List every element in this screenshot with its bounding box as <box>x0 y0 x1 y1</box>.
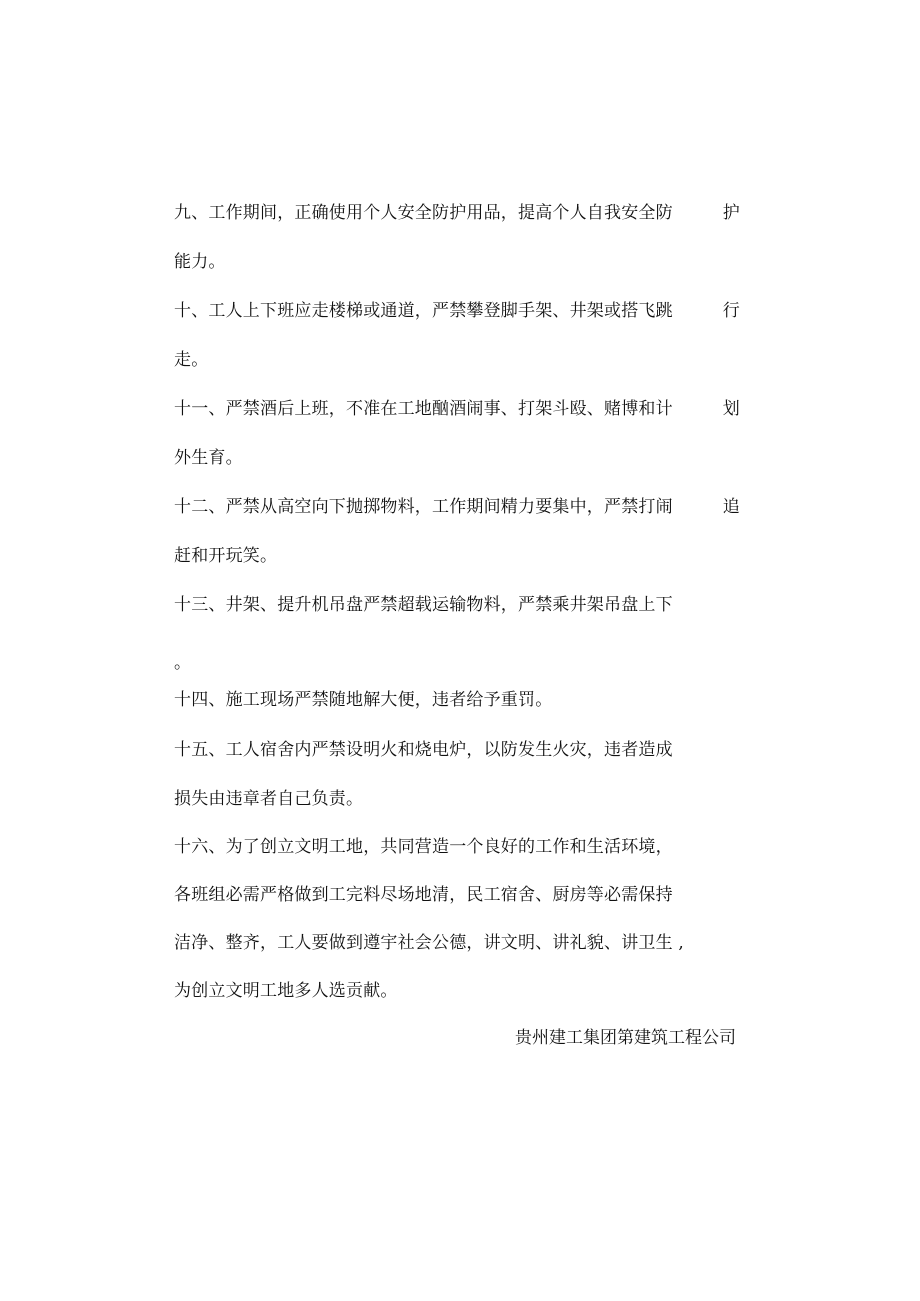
rule-9-text: 九、工作期间，正确使用个人安全防护用品，提高个人自我安全防 <box>174 203 673 223</box>
rule-15-line-1: 十五、工人宿舍内严禁设明火和烧电炉，以防发生火灾，违者造成 <box>174 740 673 760</box>
rule-16-line-4: 为创立文明工地多人选贡献。 <box>174 981 398 1001</box>
rule-9-line-1 <box>174 202 740 224</box>
rule-12-text: 十二、严禁从高空向下抛掷物料，工作期间精力要集中，严禁打闹 <box>174 497 673 517</box>
rule-15-line-2: 损失由违章者自己负责。 <box>174 789 364 809</box>
rule-12-line-1 <box>174 496 740 518</box>
rule-10-line-1 <box>174 300 740 322</box>
rule-12-line-2: 赶和开玩笑。 <box>174 546 278 566</box>
rule-13-line-2: 。 <box>174 653 192 673</box>
rule-16-line-2: 各班组必需严格做到工完料尽场地清，民工宿舍、厨房等必需保持 <box>174 885 673 905</box>
rule-16-line-1: 十六、为了创立文明工地，共同营造一个良好的工作和生活环境， <box>174 837 673 857</box>
rule-10-line-2: 走。 <box>174 350 209 370</box>
rule-16-line-3: 洁净、整齐，工人要做到遵宇社会公德，讲文明、讲礼貌、讲卫生 , <box>174 933 685 953</box>
rule-11-line-1 <box>174 398 740 420</box>
rule-12-tail: 追 <box>722 497 740 517</box>
company-signature: 贵州建工集团第建筑工程公司 <box>515 1028 736 1048</box>
rule-10-tail: 行 <box>722 301 740 321</box>
rule-11-tail: 划 <box>722 399 740 419</box>
rule-13-line-1: 十三、井架、提升机吊盘严禁超载运输物料，严禁乘井架吊盘上下 <box>174 595 673 615</box>
rule-11-text: 十一、严禁酒后上班，不准在工地酗酒闹事、打架斗殴、赌博和计 <box>174 399 673 419</box>
rule-9-tail: 护 <box>722 203 740 223</box>
rule-11-line-2: 外生育。 <box>174 448 243 468</box>
rule-14-line-1: 十四、施工现场严禁随地解大便，违者给予重罚。 <box>174 690 553 710</box>
rule-10-text: 十、工人上下班应走楼梯或通道，严禁攀登脚手架、井架或搭飞跳 <box>174 301 673 321</box>
rule-9-line-2: 能力。 <box>174 252 226 272</box>
